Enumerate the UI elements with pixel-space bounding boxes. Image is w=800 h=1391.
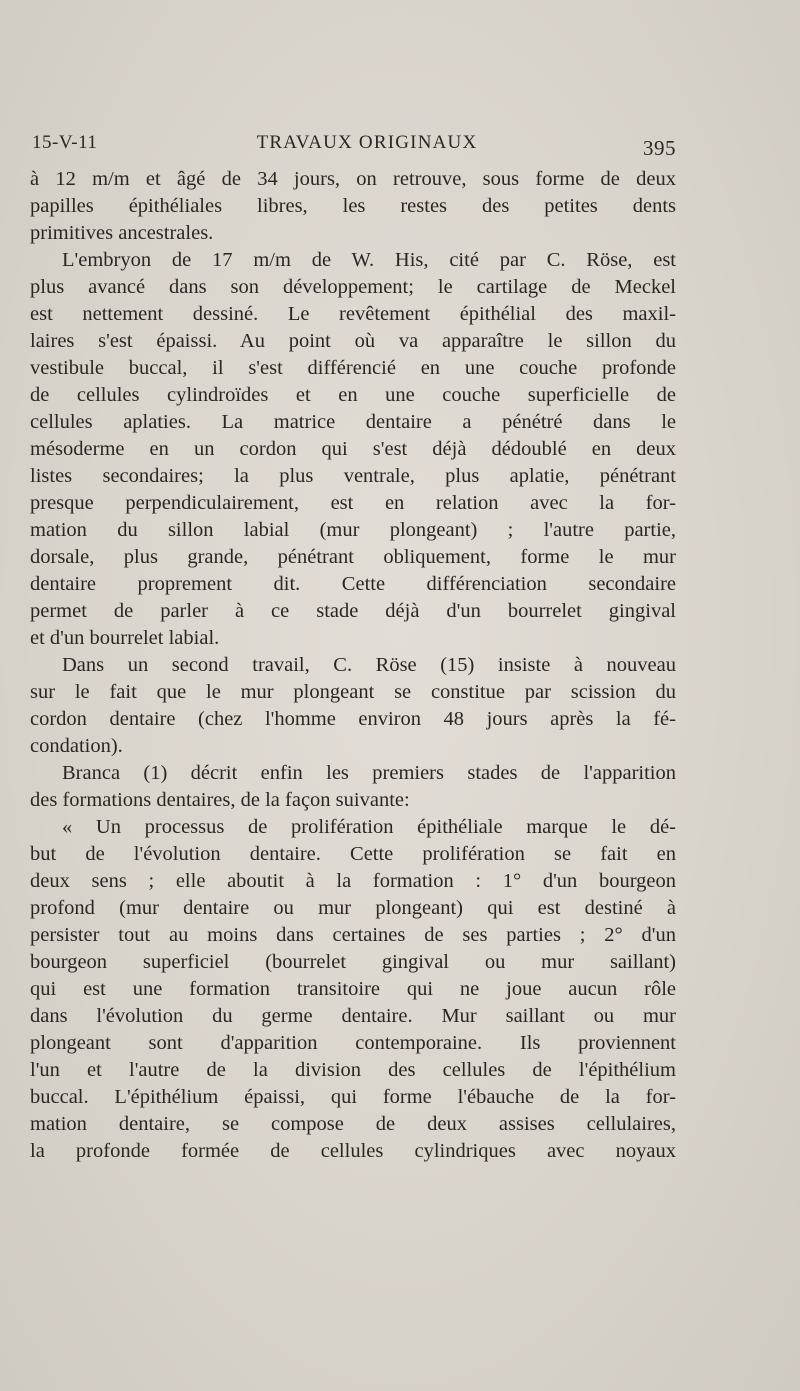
- text-line: des formations dentaires, de la façon suivante:: [30, 789, 410, 811]
- text-line: à 12 m/m et âgé de 34 jours, on retrouve, sous forme de deux: [30, 168, 676, 190]
- text-line: mation dentaire, se compose de deux assises cellulaires,: [30, 1113, 676, 1135]
- body-text: [30, 166, 676, 1165]
- text-line: persister tout au moins dans certaines de ses parties ; 2° d'un: [30, 924, 676, 946]
- text-line: listes secondaires; la plus ventrale, plus aplatie, pénétrant: [30, 465, 676, 487]
- text-line: Branca (1) décrit enfin les premiers stades de l'apparition: [62, 762, 676, 784]
- printer-signature: 15-V-11: [32, 132, 98, 153]
- text-line: vestibule buccal, il s'est différencié en une couche profonde: [30, 357, 676, 379]
- text-line: deux sens ; elle aboutit à la formation : 1° d'un bourgeon: [30, 870, 676, 892]
- page-number: 395: [643, 136, 676, 160]
- text-line: primitives ancestrales.: [30, 222, 214, 244]
- text-line: dentaire proprement dit. Cette différenciation secondaire: [30, 573, 676, 595]
- text-line: la profonde formée de cellules cylindriques avec noyaux: [30, 1140, 676, 1162]
- text-line: mésoderme en un cordon qui s'est déjà dédoublé en deux: [30, 438, 676, 460]
- text-line: et d'un bourrelet labial.: [30, 627, 220, 649]
- text-line: profond (mur dentaire ou mur plongeant) qui est destiné à: [30, 897, 676, 919]
- text-line: L'embryon de 17 m/m de W. His, cité par C. Röse, est: [62, 249, 676, 271]
- text-line: papilles épithéliales libres, les restes des petites dents: [30, 195, 676, 217]
- text-line: sur le fait que le mur plongeant se constitue par scission du: [30, 681, 676, 703]
- text-line: qui est une formation transitoire qui ne joue aucun rôle: [30, 978, 676, 1000]
- text-line: permet de parler à ce stade déjà d'un bourrelet gingival: [30, 600, 676, 622]
- page-header: [32, 132, 676, 160]
- text-line: Dans un second travail, C. Röse (15) insiste à nouveau: [62, 654, 676, 676]
- running-title: TRAVAUX ORIGINAUX: [256, 132, 478, 153]
- text-line: dans l'évolution du germe dentaire. Mur saillant ou mur: [30, 1005, 676, 1027]
- text-line: bourgeon superficiel (bourrelet gingival ou mur saillant): [30, 951, 676, 973]
- text-line: « Un processus de prolifération épithéliale marque le dé-: [62, 816, 676, 838]
- text-line: buccal. L'épithélium épaissi, qui forme l'ébauche de la for-: [30, 1086, 676, 1108]
- text-line: cellules aplaties. La matrice dentaire a pénétré dans le: [30, 411, 676, 433]
- text-line: cordon dentaire (chez l'homme environ 48 jours après la fé-: [30, 708, 676, 730]
- text-line: plus avancé dans son développement; le cartilage de Meckel: [30, 276, 676, 298]
- text-line: but de l'évolution dentaire. Cette prolifération se fait en: [30, 843, 676, 865]
- text-line: condation).: [30, 735, 123, 757]
- text-line: de cellules cylindroïdes et en une couche superficielle de: [30, 384, 676, 406]
- text-line: laires s'est épaissi. Au point où va apparaître le sillon du: [30, 330, 676, 352]
- text-line: plongeant sont d'apparition contemporaine. Ils proviennent: [30, 1032, 676, 1054]
- text-line: l'un et l'autre de la division des cellules de l'épithélium: [30, 1059, 676, 1081]
- text-line: dorsale, plus grande, pénétrant obliquement, forme le mur: [30, 546, 676, 568]
- text-line: est nettement dessiné. Le revêtement épithélial des maxil-: [30, 303, 676, 325]
- text-line: presque perpendiculairement, est en relation avec la for-: [30, 492, 676, 514]
- text-line: mation du sillon labial (mur plongeant) ; l'autre partie,: [30, 519, 676, 541]
